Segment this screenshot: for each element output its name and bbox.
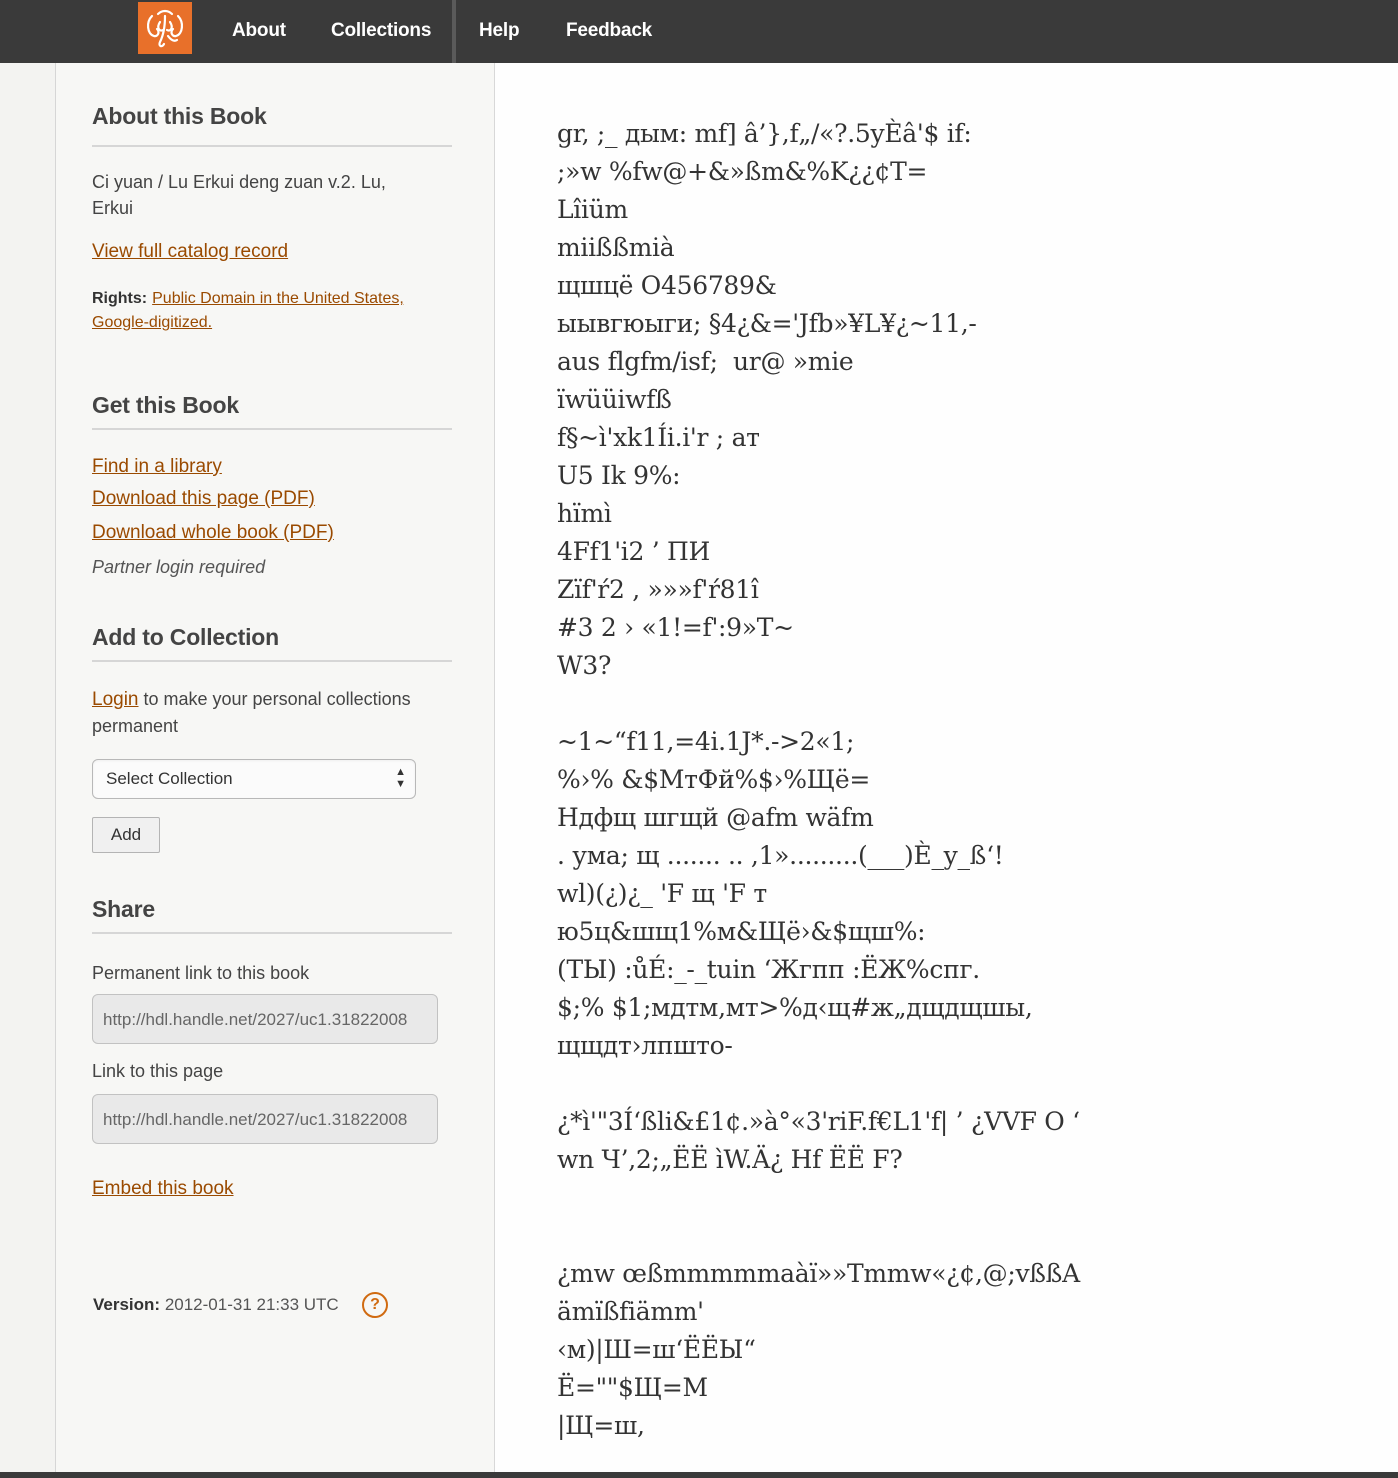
ocr-text-line: щщдт›лпшто- (557, 1031, 733, 1060)
nav-divider (452, 0, 456, 63)
ocr-text-line: wl)(¿)¿_ 'F щ 'F т (557, 879, 767, 908)
find-in-library-link[interactable]: Find in a library (92, 456, 222, 477)
ocr-text-line: |Щ=ш, (557, 1411, 645, 1440)
ocr-text-line: Zïf'ŕ2 , »»»f'ŕ81î (557, 575, 759, 604)
ocr-text-line: ¿mw œßmmmmmaàï»»Tmmw«¿¢,@;vßßA (557, 1259, 1080, 1288)
permanent-link-value: http://hdl.handle.net/2027/uc1.31822008 (103, 1010, 408, 1029)
book-description-line2: Erkui (92, 198, 134, 218)
collection-select-value: Select Collection (106, 769, 233, 788)
section-divider (92, 932, 452, 934)
ocr-text-line: 4Ff1'i2 ’ ПИ (557, 537, 711, 566)
nav-feedback-link[interactable]: Feedback (566, 20, 653, 41)
ocr-text-line: ;»w %fw@+&»ßm&%K¿¿¢T= (557, 157, 928, 186)
add-collection-heading: Add to Collection (92, 624, 279, 650)
select-arrows-icon: ▲ ▼ (395, 766, 406, 790)
rights-statement (92, 286, 404, 334)
book-description (92, 169, 386, 221)
collection-select[interactable] (92, 759, 416, 799)
nav-help-link[interactable]: Help (479, 20, 520, 41)
permanent-link-field[interactable] (92, 994, 438, 1044)
left-gutter (0, 63, 56, 1472)
page-link-value: http://hdl.handle.net/2027/uc1.31822008 (103, 1110, 408, 1129)
login-prompt (92, 686, 411, 739)
ocr-text-line: ыывгюыги; §4¿&='Jfb»¥L¥¿~11,- (557, 309, 977, 338)
rights-label: Rights: (92, 290, 148, 307)
page-text-view (495, 63, 1398, 1472)
ocr-text-line: aus flgfm/isf; ur@ »mie (557, 347, 854, 376)
section-divider (92, 145, 452, 147)
ocr-text-line: (ТЫ) :ůÉ:_-_tuin ‘Жгпп :ЁЖ%спг. (557, 955, 980, 984)
ocr-text-line: ‹м)|Ш=ш‘ЁЁЫ“ (557, 1335, 756, 1364)
ocr-text-line: f§~ì'xk1Íi.i'r ; ат (557, 423, 760, 452)
elephant-icon (138, 2, 192, 54)
login-prompt-text: to make your personal collections (138, 689, 411, 709)
ocr-text-line: miißßmià (557, 233, 675, 262)
version-value: 2012-01-31 21:33 UTC (160, 1295, 339, 1314)
permanent-link-label: Permanent link to this book (92, 963, 310, 983)
ocr-text-line: Ë=""$Щ=M (557, 1373, 708, 1402)
ocr-text-line: ämïßfiämm' (557, 1297, 704, 1326)
page-link-field[interactable] (92, 1094, 438, 1144)
login-prompt-text-continued: permanent (92, 716, 179, 736)
download-page-pdf-link[interactable]: Download this page (PDF) (92, 488, 315, 509)
ocr-text-line: . ума; щ ....... .. ,1».........(___)È_y_ß‘! (557, 841, 1004, 870)
version-info (93, 1295, 339, 1315)
ocr-text-line: ïwüüiwfß (557, 385, 672, 414)
ocr-text-line: ¿*ì'"3Í‘ßli&£1¢.»à°«3'riF.f€L1'f| ’ ¿VVF O ‘ (557, 1107, 1080, 1136)
login-link[interactable]: Login (92, 689, 139, 710)
ocr-text-line: $;% $1;мдтм,мт>%д‹щ#ж„дщдщшы, (557, 993, 1033, 1022)
download-book-pdf-link[interactable]: Download whole book (PDF) (92, 522, 334, 543)
page-link-label: Link to this page (92, 1061, 224, 1081)
ocr-text-line: W3? (557, 651, 612, 680)
ocr-text-line: gr, ;_ дым: mf] â’},f„/«?.5yÈâ'$ if: (557, 119, 972, 148)
ocr-text-line: Ндфщ шгщй @afm wäfm (557, 803, 874, 832)
ocr-text-line: #3 2 › «1!=f':9»T~ (557, 613, 794, 642)
book-description-line1: Ci yuan / Lu Erkui deng zuan v.2. Lu, (92, 172, 386, 192)
get-book-heading: Get this Book (92, 392, 239, 418)
bottom-edge (0, 1472, 1398, 1478)
nav-collections-link[interactable]: Collections (331, 20, 432, 41)
ocr-text-line: ю5ц&шщ1%м&Щё›&$щш%: (557, 917, 926, 946)
version-label: Version: (93, 1295, 161, 1314)
ocr-text-line: Lîiüm (557, 195, 628, 224)
view-catalog-record-link[interactable]: View full catalog record (92, 241, 289, 262)
ocr-text-line: wn Ч’,2;„ËË ìW.Ä¿ Hf ËË F? (557, 1145, 903, 1174)
section-divider (92, 660, 452, 662)
share-heading: Share (92, 896, 155, 922)
top-navigation-bar (0, 0, 1398, 63)
ocr-text-line: ~1~“f11,=4i.1J*.->2«1; (557, 727, 855, 756)
question-mark-help-icon[interactable]: ? (362, 1292, 388, 1318)
ocr-text-line: щшцё O456789& (557, 271, 777, 300)
ocr-text-line: hïmì (557, 499, 612, 528)
elephant-logo-icon[interactable] (138, 2, 192, 54)
add-to-collection-button[interactable]: Add (92, 817, 160, 853)
partner-login-note: Partner login required (92, 557, 266, 577)
rights-link[interactable]: Public Domain in the United States, (152, 290, 404, 307)
ocr-text-line: U5 Ik 9%: (557, 461, 681, 490)
book-sidebar (56, 63, 495, 1472)
nav-about-link[interactable]: About (232, 20, 286, 41)
about-book-heading: About this Book (92, 103, 267, 129)
ocr-text-line: %›% &$МтФй%$›%Щё= (557, 765, 871, 794)
section-divider (92, 428, 452, 430)
embed-book-link[interactable]: Embed this book (92, 1178, 234, 1199)
rights-link-continued[interactable]: Google-digitized. (92, 314, 213, 331)
